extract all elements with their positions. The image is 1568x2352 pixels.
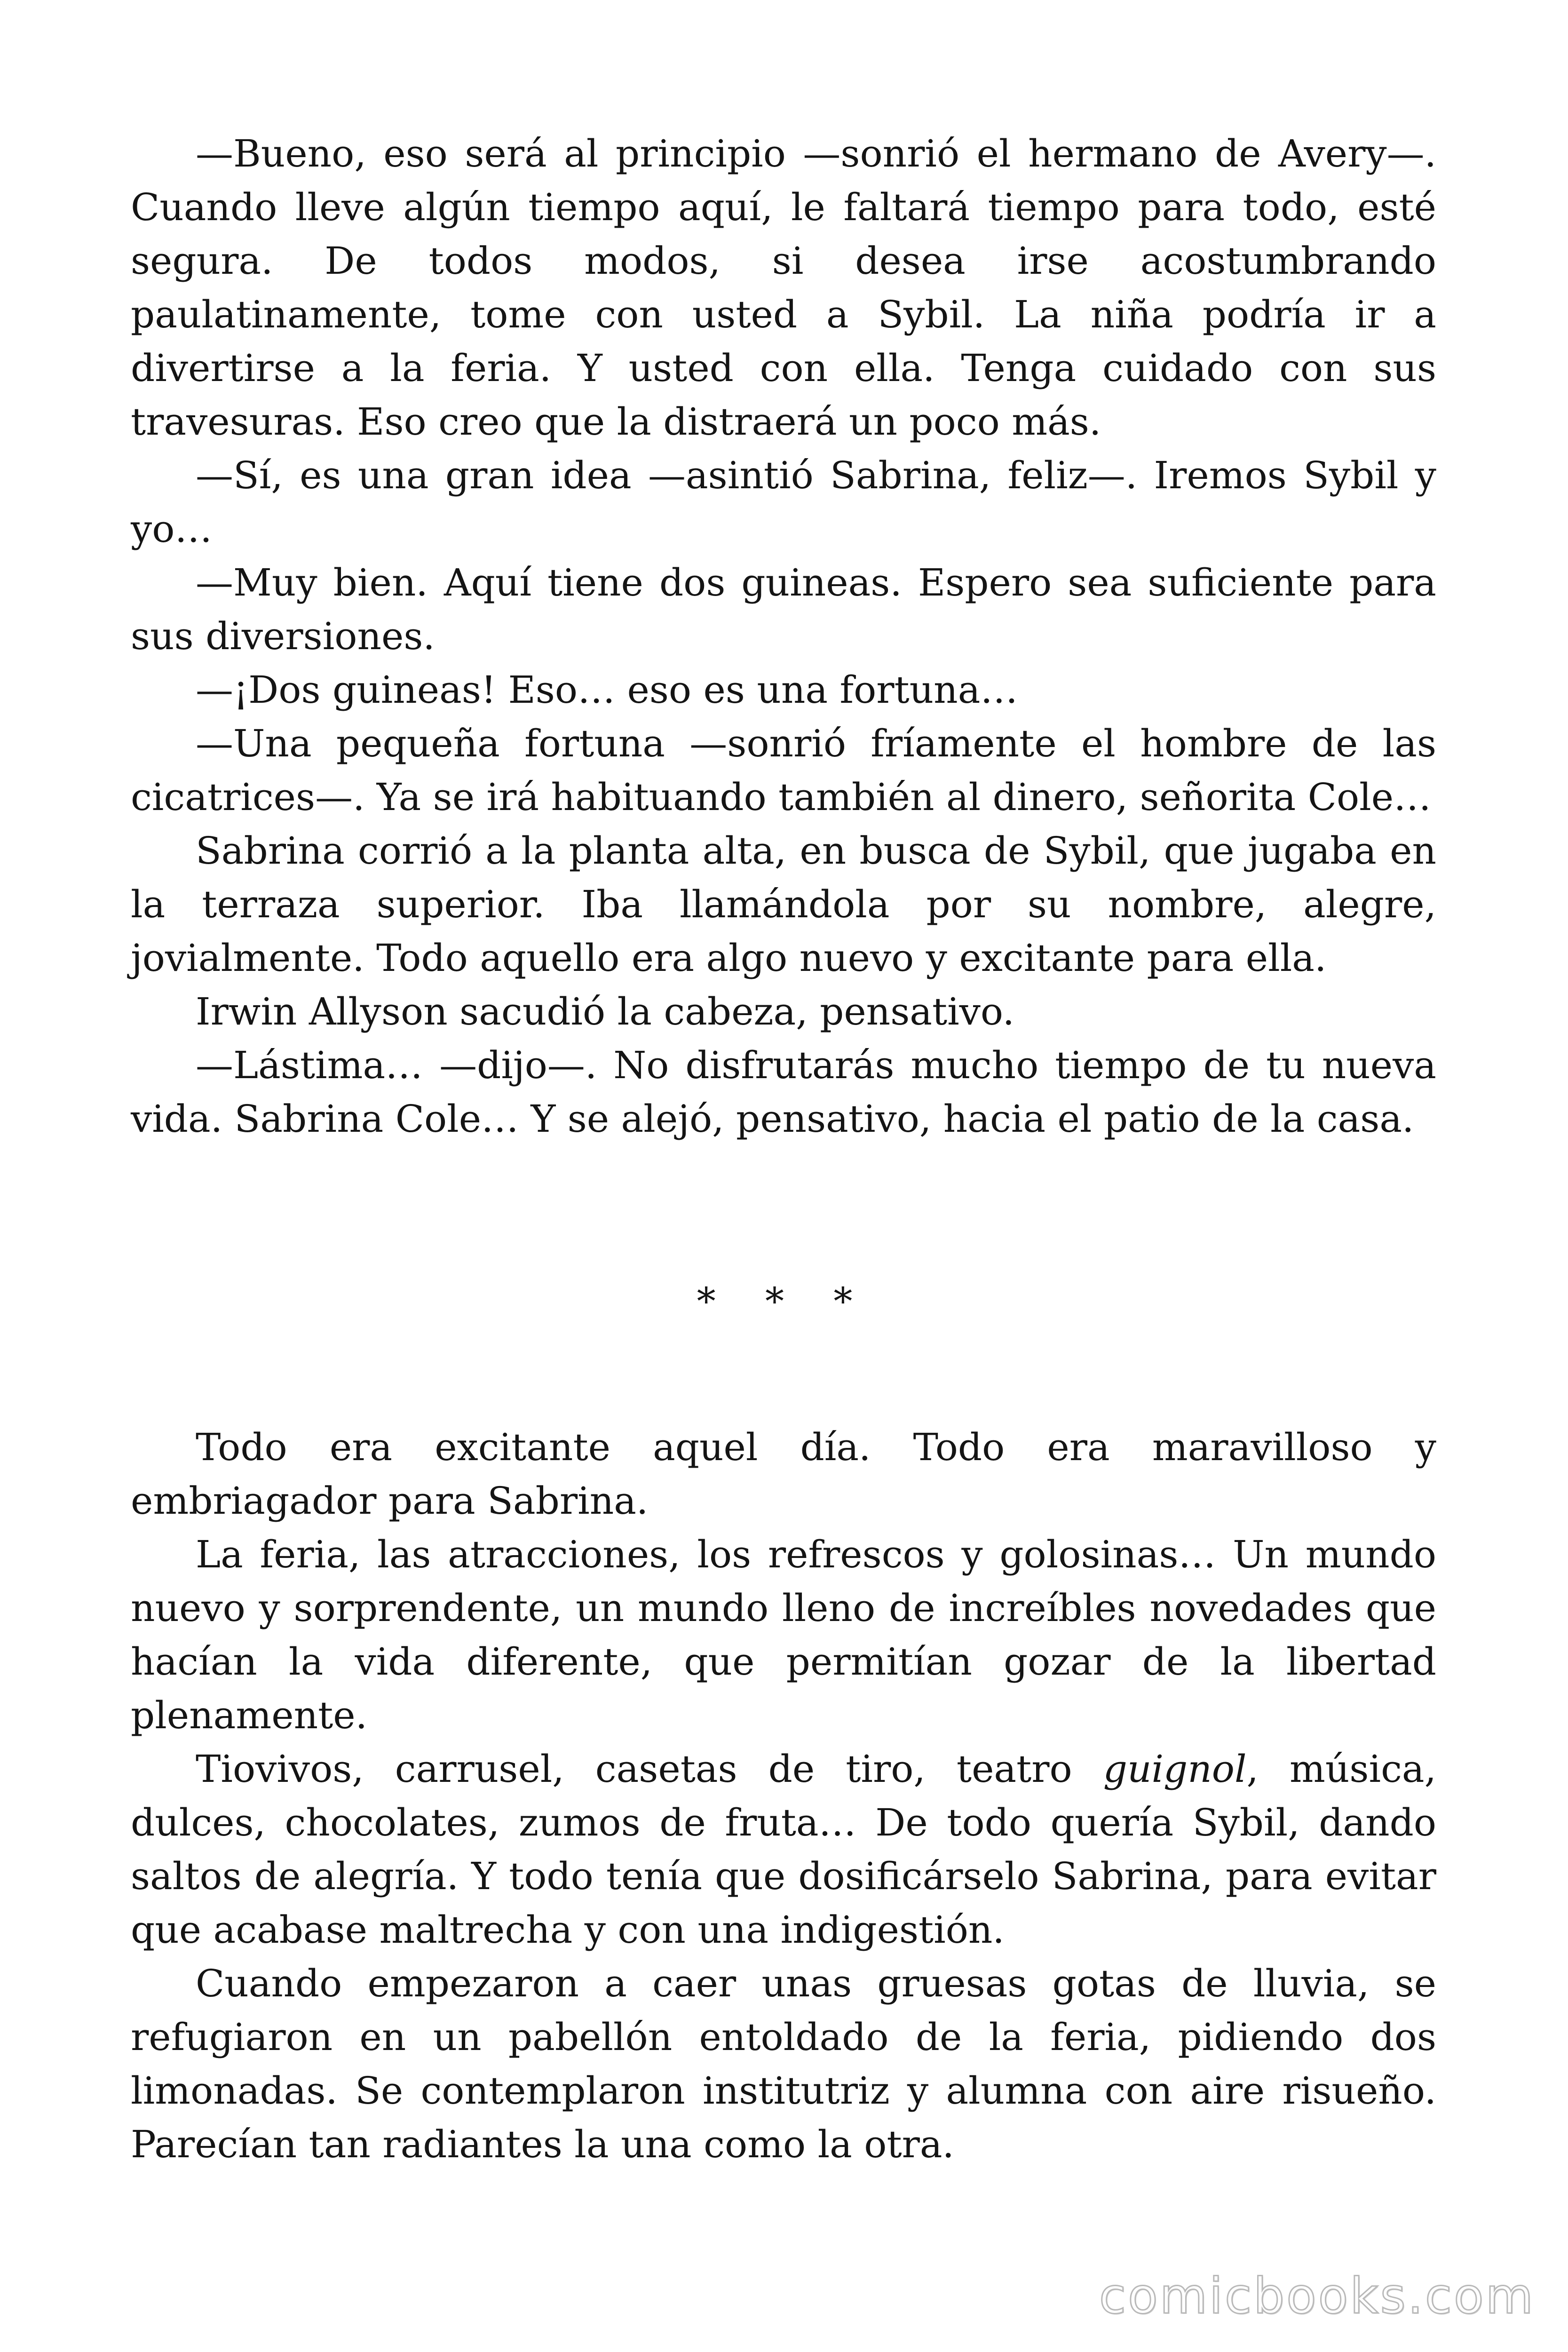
- paragraph: Sabrina corrió a la planta alta, en busca de Sybil, que jugaba en la terraza superior. Iba llamándola por su nombre, alegre, jovialmente. Todo aquello era algo nuevo y excitante para ella.: [131, 829, 1436, 980]
- paragraph: [131, 1742, 1436, 1957]
- paragraph: —Sí, es una gran idea —asintió Sabrina, feliz—. Iremos Sybil y yo…: [131, 453, 1436, 551]
- paragraph: —¡Dos guineas! Eso… eso es una fortuna…: [196, 668, 1018, 712]
- paragraph-text: , música, dulces, chocolates, zumos de fruta… De todo quería Sybil, dando saltos de alegría. Y todo tenía que dosificárselo Sabrina, para evitar que acabase maltrecha y con una indigestión.: [131, 1747, 1436, 1952]
- paragraph: —Bueno, eso será al principio —sonrió el hermano de Avery—. Cuando lleve algún tiempo aquí, le faltará tiempo para todo, esté segura. De todos modos, si desea irse acostumbrando paulatinamente, tome con usted a Sybil. La niña podría ir a divertirse a la feria. Y usted con ella. Tenga cuidado con sus travesuras. Eso creo que la distraerá un poco más.: [131, 132, 1436, 444]
- text-block-dialogue: [131, 127, 1436, 1146]
- scene-break: * * *: [697, 1279, 871, 1323]
- paragraph: Cuando empezaron a caer unas gruesas gotas de lluvia, se refugiaron en un pabellón entoldado de la feria, pidiendo dos limonadas. Se contemplaron institutriz y alumna con aire risueño. Parecían tan radiantes la una como la otra.: [131, 1962, 1436, 2166]
- paragraph: Irwin Allyson sacudió la cabeza, pensativo.: [196, 990, 1015, 1033]
- paragraph: Todo era excitante aquel día. Todo era maravilloso y embriagador para Sabrina.: [131, 1425, 1436, 1523]
- paragraph: —Muy bien. Aquí tiene dos guineas. Espero sea suficiente para sus diversiones.: [131, 561, 1436, 658]
- text-block-fair: [131, 1421, 1436, 2171]
- paragraph: —Una pequeña fortuna —sonrió fríamente el hombre de las cicatrices—. Ya se irá habituando también al dinero, señorita Cole…: [131, 722, 1436, 819]
- italic-word: guignol: [1103, 1747, 1247, 1791]
- paragraph-text: Tiovivos, carrusel, casetas de tiro, teatro: [196, 1747, 1103, 1791]
- watermark: comicbooks.com: [1099, 2267, 1535, 2325]
- paragraph: —Lástima… —dijo—. No disfrutarás mucho tiempo de tu nueva vida. Sabrina Cole… Y se alejó, pensativo, hacia el patio de la casa.: [131, 1043, 1436, 1141]
- paragraph: La feria, las atracciones, los refrescos y golosinas… Un mundo nuevo y sorprendente, un mundo lleno de increíbles novedades que hacían la vida diferente, que permitían gozar de la libertad plenamente.: [131, 1533, 1436, 1737]
